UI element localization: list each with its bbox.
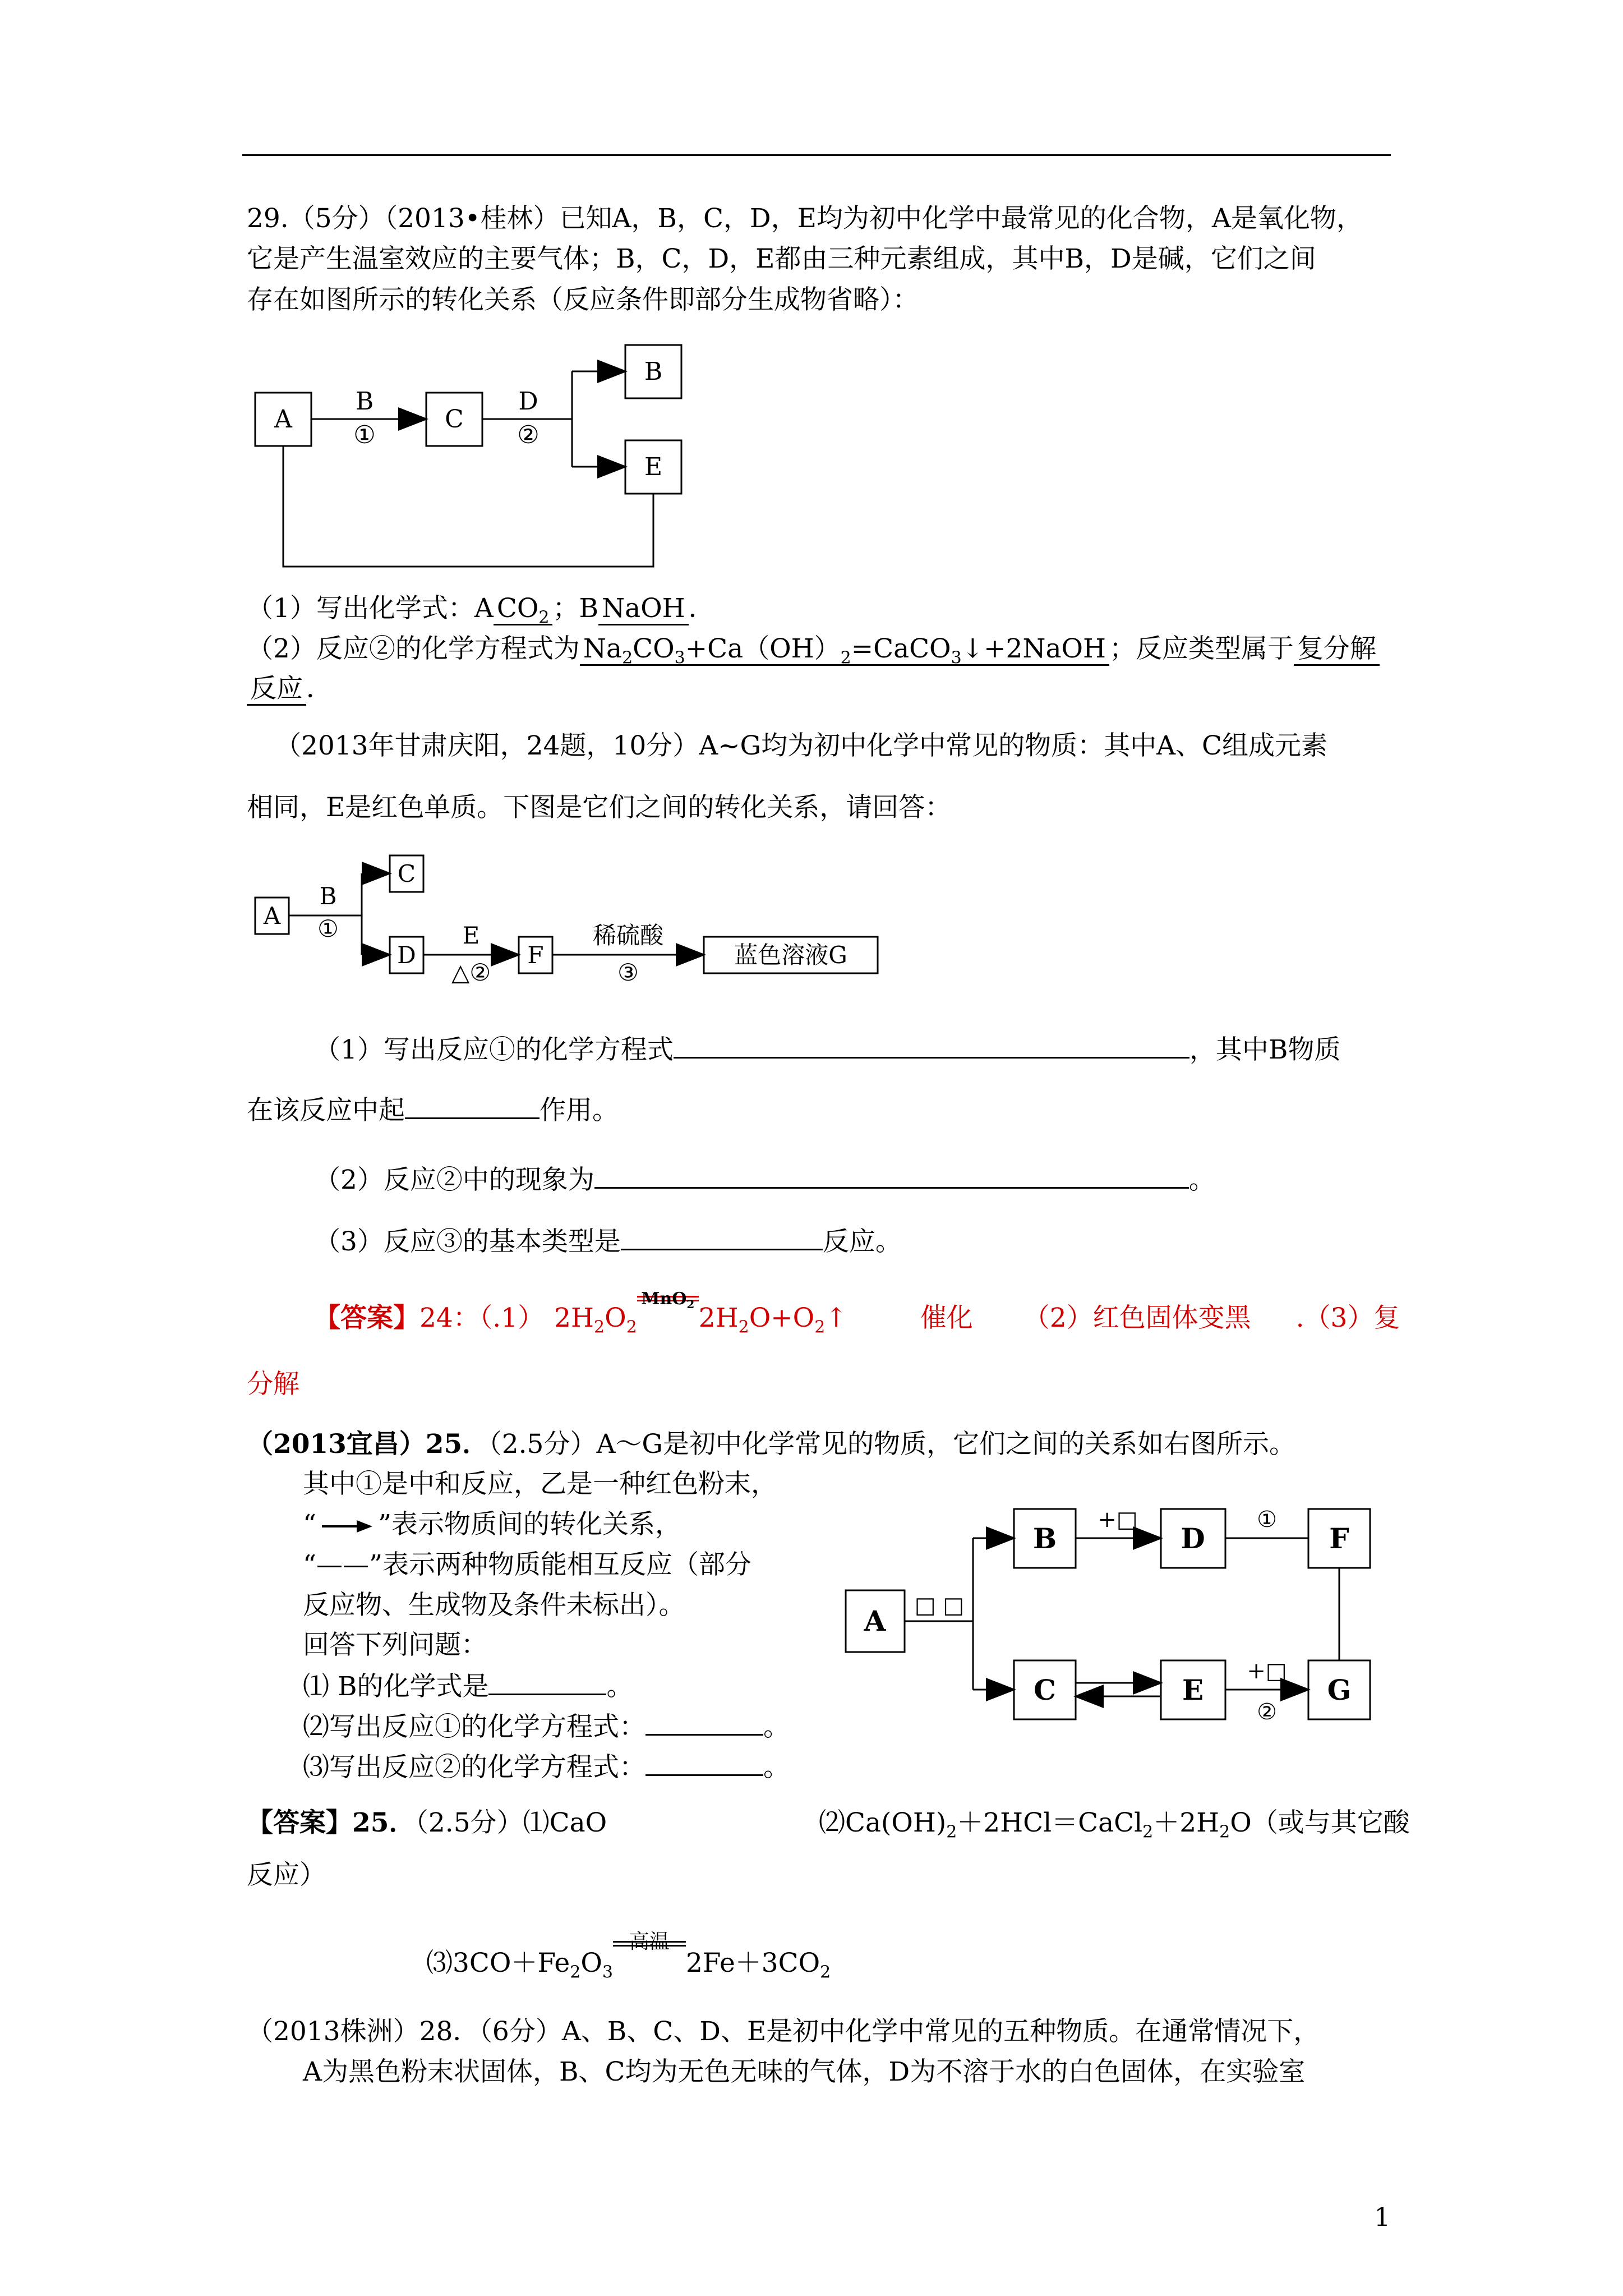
- q29-arrow1-num: ①: [353, 421, 376, 449]
- q24-num-1: ①: [317, 915, 339, 942]
- q29-line1: 29.（5分）（2013•桂林）已知A，B，C，D，E均为初中化学中最常见的化合物，A是氧化物，: [247, 203, 1363, 234]
- q29-line2: 它是产生温室效应的主要气体；B，C，D，E都由三种元素组成，其中B，D是碱，它们之间: [247, 243, 1316, 274]
- q24-label-d: D: [397, 941, 416, 969]
- q25-line2: 其中①是中和反应，乙是一种红色粉末，: [303, 1469, 777, 1499]
- q29-label-a: A: [274, 405, 292, 434]
- q29-reaction-type: 复分解: [1294, 633, 1380, 666]
- q25-label-a: A: [864, 1604, 886, 1637]
- page-number: 1: [1374, 2202, 1391, 2232]
- q24-label-a: A: [263, 902, 281, 930]
- q28-line1: （2013株洲）28．（6分）A、B、C、D、E是初中化学中常见的五种物质。在通常情况下，: [247, 2016, 1320, 2047]
- q29-sub2-cont: 反应 ．: [247, 672, 333, 706]
- q24-label-f: F: [527, 941, 544, 969]
- q25-line8: ⑵写出反应①的化学方程式： 。: [303, 1709, 790, 1744]
- q24-line1: （2013年甘肃庆阳，24题，10分）A~G均为初中化学中常见的物质：其中A、C组成元素: [275, 730, 1327, 761]
- q29-equation: $Na_2CO_3+Ca(OH)_2=CaCO_3↓+2NaOH$: [580, 633, 1109, 666]
- q25-line6: 回答下列问题：: [303, 1630, 487, 1660]
- q24-line2: 相同，E是红色单质。下图是它们之间的转化关系，请回答：: [247, 792, 952, 823]
- q29-sub2: （2）反应②的化学方程式为 $Na_2CO_3+Ca(OH)_2=CaCO_3↓+2NaOH$ ；反应类型属于 复分解: [247, 632, 1380, 666]
- arrow-legend-icon: [316, 1518, 378, 1535]
- q24-s1-cont: 在该反应中起 作用。: [247, 1093, 619, 1128]
- q25-line9: ⑶写出反应②的化学方程式： 。: [303, 1750, 790, 1784]
- q25-arrow-label-eg2: ②: [1257, 1699, 1277, 1725]
- q25-line1: （2013宜昌）25．（2.5分）A～G是初中化学常见的物质，它们之间的关系如右图所示。: [247, 1429, 1295, 1460]
- q24-s2: （2）反应②中的现象为 。: [314, 1162, 1215, 1197]
- q29-arrow2-num: ②: [517, 421, 540, 449]
- q24-s1: （1）写出反应①的化学方程式 ，其中B物质: [314, 1032, 1340, 1067]
- q29-arrow1-reagent: B: [355, 387, 374, 416]
- q24-reagent-b: B: [319, 882, 337, 910]
- header-rule: [242, 154, 1391, 156]
- q25-condition-arrow: 高温: [613, 1948, 686, 1980]
- q25-line3: “ ”表示物质间的转化关系，: [303, 1509, 682, 1540]
- q24-answer: 【答案】24：（.1） $2H_2O_2$ MnO$_2$ $2H_2O+O_2↑$ 催化 （2）红色固体变黑 .（3）复: [314, 1289, 1400, 1337]
- q25-label-g: G: [1327, 1673, 1352, 1706]
- q25-line5: 反应物、生成物及条件未标出）。: [303, 1590, 685, 1621]
- q29-answer-b: NaOH: [598, 593, 689, 625]
- q24-label-c: C: [397, 860, 416, 887]
- q29-answer-a: $CO_2$: [494, 593, 553, 625]
- q25-line7: ⑴ B的化学式是 。: [303, 1669, 633, 1704]
- q29-arrow2-reagent: D: [518, 387, 538, 416]
- q29-label-e: E: [644, 453, 663, 481]
- q29-label-b: B: [644, 357, 663, 386]
- q24-reagent-acid: 稀硫酸: [592, 922, 664, 949]
- q29-diagram: [241, 331, 746, 578]
- q25-line4: “——”表示两种物质能相互反应（部分: [303, 1549, 752, 1580]
- q25-arrow-label-bd: +□: [1098, 1507, 1138, 1533]
- q25-arrow-label-eg: +□: [1247, 1658, 1287, 1684]
- q29-label-c: C: [445, 405, 464, 434]
- q28-line2: A为黑色粉末状固体，B、C均为无色无味的气体，D为不溶于水的白色固体，在实验室: [303, 2056, 1306, 2087]
- q25-answer: 【答案】25．（2.5分）⑴CaO: [247, 1807, 607, 1838]
- q25-label-c: C: [1034, 1673, 1056, 1706]
- q24-diagram: [247, 841, 948, 993]
- q25-arrow-label-a: □ □: [914, 1593, 965, 1618]
- q25-label-f: F: [1329, 1522, 1349, 1555]
- q24-reagent-e: E: [462, 922, 480, 949]
- q25-diagram: [836, 1492, 1396, 1745]
- q25-answer-2: $⑵Ca(OH)_2+2HCl=CaCl_2+2H_2O$（或与其它酸: [819, 1807, 1410, 1842]
- q24-label-g: 蓝色溶液G: [734, 941, 847, 969]
- q25-label-d: D: [1181, 1522, 1205, 1555]
- q24-s3: （3）反应③的基本类型是 反应。: [314, 1224, 902, 1259]
- q24-answer-cont: 分解: [247, 1369, 299, 1400]
- q25-label-b: B: [1032, 1522, 1057, 1555]
- q25-answer-2-cont: 反应）: [247, 1860, 326, 1890]
- q24-catalyst-arrow: MnO$_2$: [637, 1304, 699, 1335]
- q29-line3: 存在如图所示的转化关系（反应条件即部分生成物省略）：: [247, 284, 919, 315]
- q24-num-3: ③: [617, 959, 639, 986]
- q24-num-2: △②: [451, 959, 491, 986]
- q25-arrow-label-df: ①: [1257, 1507, 1277, 1533]
- q29-line-a-e: [283, 446, 653, 567]
- q25-label-e: E: [1182, 1673, 1204, 1706]
- q29-sub1: （1）写出化学式：A $CO_2$ ；B NaOH ．: [247, 593, 715, 628]
- q25-answer-3: $⑶3CO+Fe_2O_3$ 高温 $2Fe+3CO_2$: [426, 1930, 831, 1982]
